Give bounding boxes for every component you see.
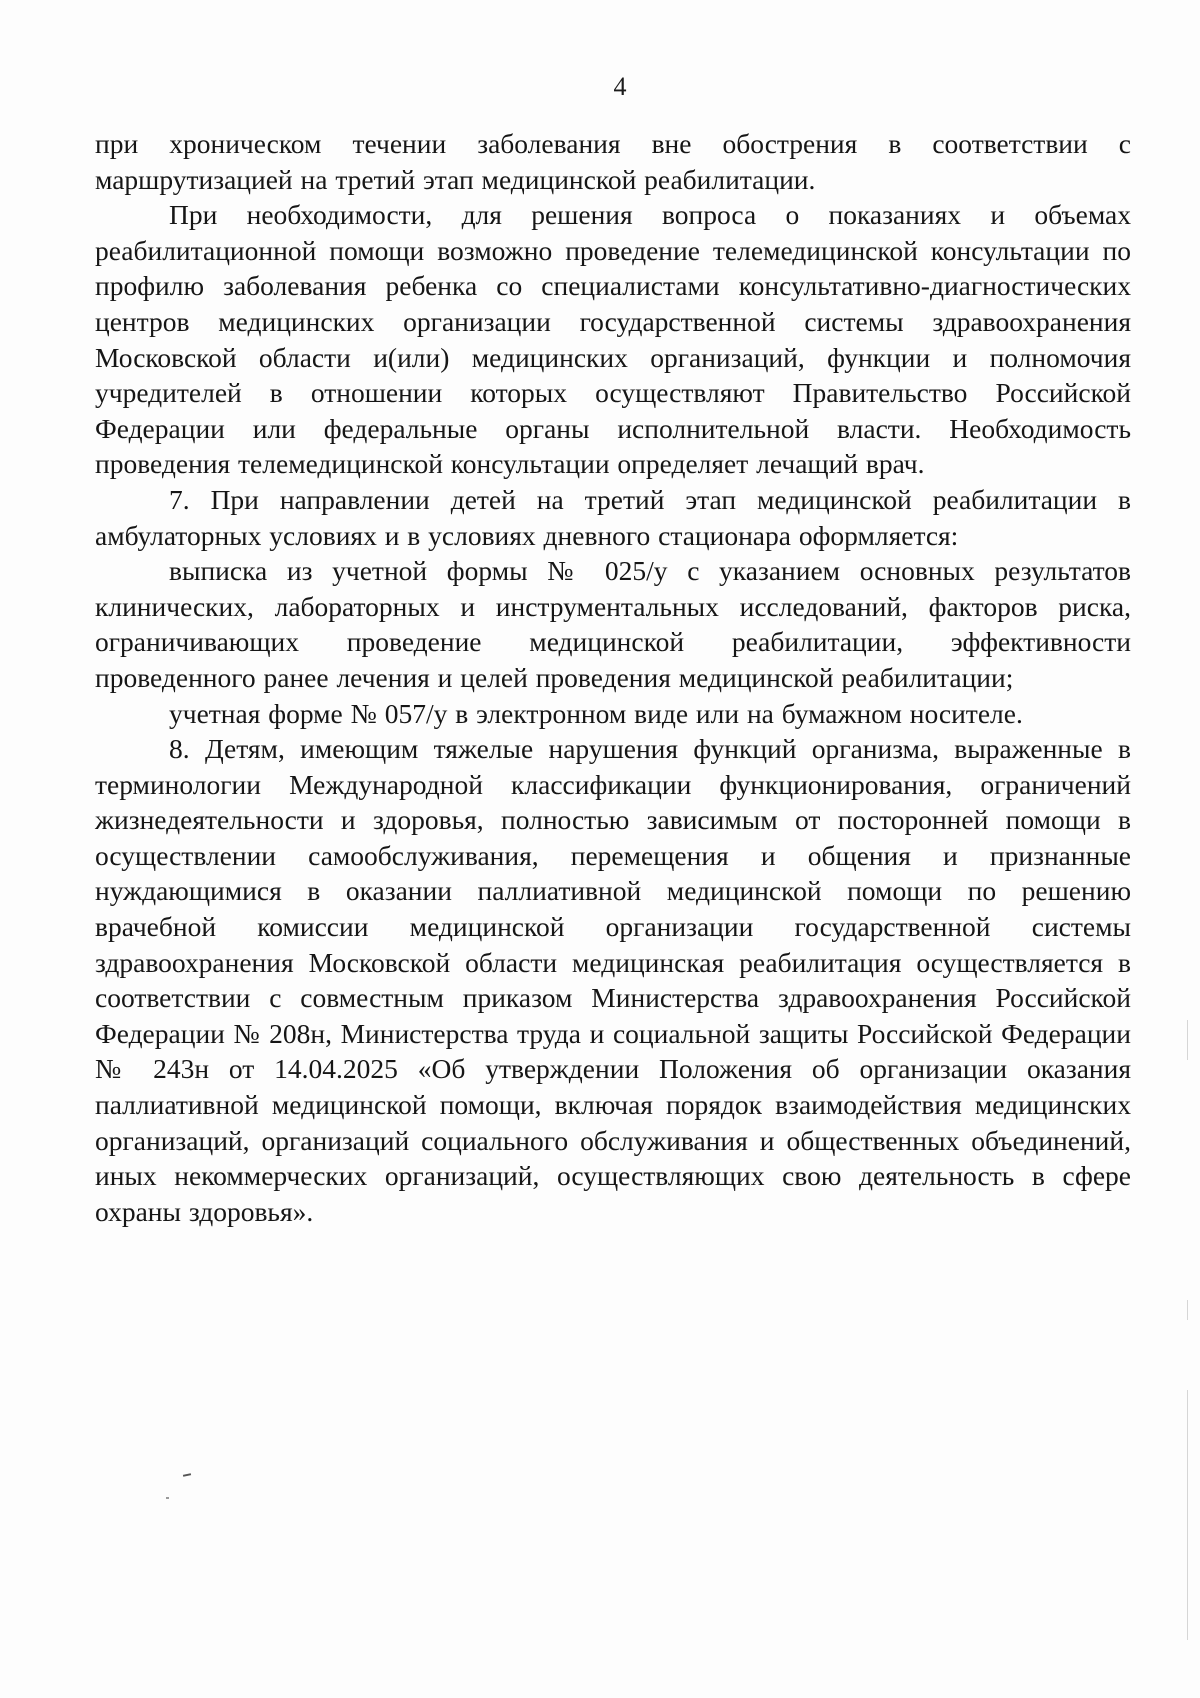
- scan-artifact: [183, 1473, 191, 1477]
- scan-edge-line: [1187, 1300, 1188, 1320]
- scan-artifact: [166, 1497, 169, 1499]
- paragraph-item-8: 8. Детям, имеющим тяжелые нарушения функций организма, выраженные в терминологии Международной классификации функционирования, ограничений жизнедеятельности и здоровья, полностью зависимым от посторонней помощи в осуществлении самообслуживания, перемещения и общения и признанные нуждающимися в оказании паллиативной медицинской помощи по решению врачебной комиссии медицинской организации государственной системы здравоохранения Московской области медицинская реабилитация осуществляется в соответствии с совместным приказом Министерства здравоохранения Российской Федерации № 208н, Министерства труда и социальной защиты Российской Федерации № 243н от 14.04.2025 «Об утверждении Положения об организации оказания паллиативной медицинской помощи, включая порядок взаимодействия медицинских организаций, организаций социального обслуживания и общественных объединений, иных некоммерческих организаций, осуществляющих свою деятельность в сфере охраны здоровья».: [95, 733, 1131, 1227]
- paragraph-item-7: 7. При направлении детей на третий этап медицинской реабилитации в амбулаторных условиях и в условиях дневного стационара оформляется:: [95, 483, 1131, 551]
- scan-edge-line: [1187, 1390, 1188, 1640]
- page-number: 4: [613, 72, 627, 101]
- paragraph-continuation: при хроническом течении заболевания вне обострения в соответствии с маршрутизацией на третий этап медицинской реабилитации.: [95, 128, 1131, 195]
- paragraph-telemedicine: При необходимости, для решения вопроса о показаниях и объемах реабилитационной помощи возможно проведение телемедицинской консультации по профилю заболевания ребенка со специалистами консультативно-диагностических центров медицинских организации государственной системы здравоохранения Московской области и(или) медицинских организаций, функции и полномочия учредителей в отношении которых осуществляют Правительство Российской Федерации или федеральные органы исполнительной власти. Необходимость проведения телемедицинской консультации определяет лечащий врач.: [95, 199, 1131, 480]
- document-body: [95, 126, 1131, 1229]
- paragraph-record-form: учетная форме № 057/у в электронном виде или на бумажном носителе.: [169, 697, 1023, 729]
- paragraph-extract-form: выписка из учетной формы № 025/у с указанием основных результатов клинических, лабораторных и инструментальных исследований, факторов риска, ограничивающих проведение медицинской реабилитации, эффективности проведенного ранее лечения и целей проведения медицинской реабилитации;: [95, 555, 1131, 693]
- scan-edge-line: [1187, 1020, 1188, 1060]
